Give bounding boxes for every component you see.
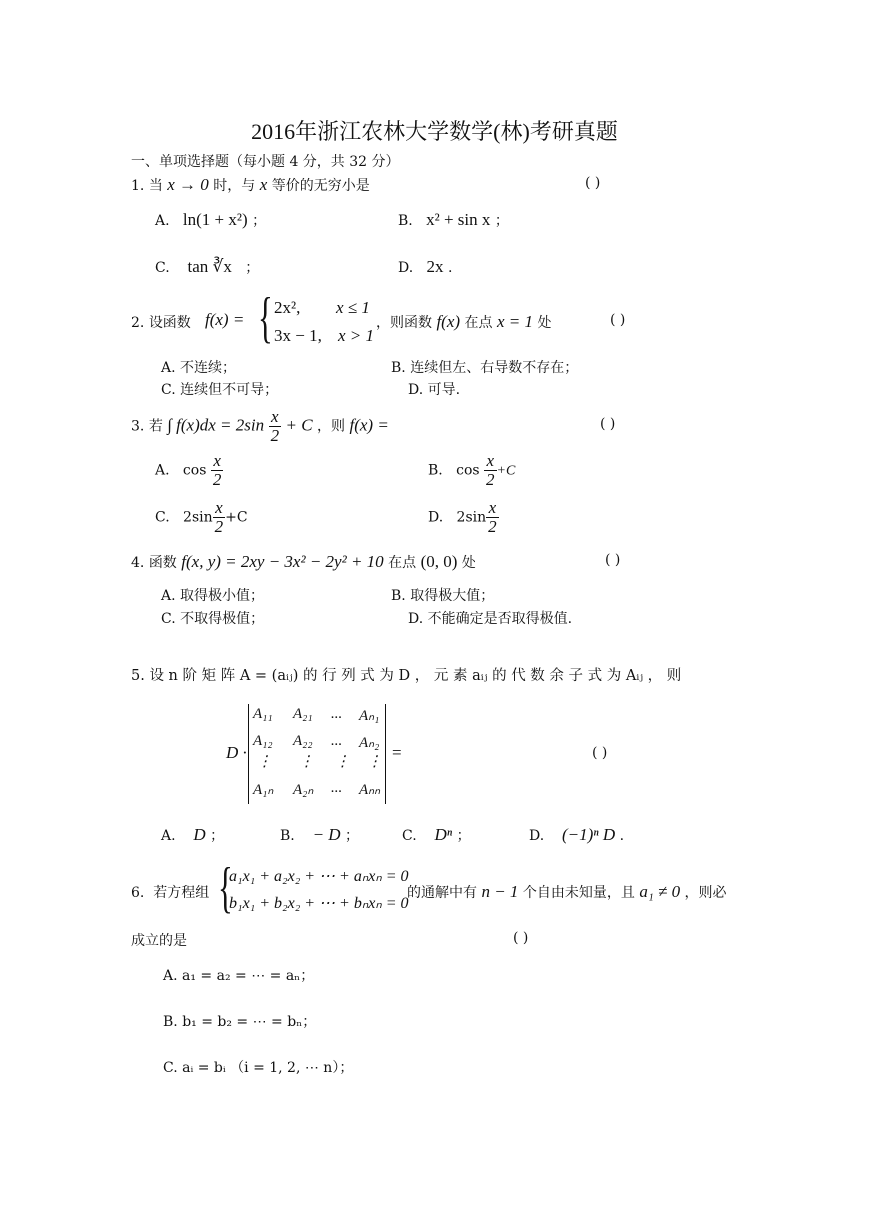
q1-text-3: 等价的无穷小是: [271, 178, 370, 194]
q2-fx: f(x): [436, 312, 461, 331]
q2-option-a: A. 不连续；: [161, 360, 237, 376]
q3-text-1: 若: [148, 418, 163, 435]
q3-option-c-fn: 2sin: [183, 509, 213, 526]
q3-a-frac-num: x: [211, 452, 224, 471]
q1-expr-2: x: [259, 175, 268, 194]
det-cell: ⋮: [257, 754, 272, 770]
q5-option-c: [402, 825, 471, 845]
q2-brace: {: [258, 287, 273, 349]
q1-option-d-tail: .: [448, 260, 453, 276]
q2-lhs: f(x) =: [205, 310, 245, 329]
q3-d-frac-den: 2: [488, 516, 497, 536]
q2-text-3: 在点: [464, 315, 493, 331]
q4-text-2: 在点: [388, 555, 417, 571]
q2-text-2: ，则函数: [376, 315, 432, 331]
q1-option-a-label: A.: [155, 213, 170, 229]
q3-option-b-frac: [484, 452, 497, 489]
q1-option-b-tail: ；: [494, 213, 509, 229]
q1-option-d-expr: 2x: [426, 257, 444, 276]
q2-option-b: B. 连续但左、右导数不存在；: [391, 360, 579, 376]
answer-paren: ( ): [610, 312, 626, 328]
q3-number: 3.: [131, 418, 145, 435]
q5-option-d-label: D.: [529, 828, 545, 844]
question-1: [131, 175, 370, 195]
det-cell: Aₙ₂: [359, 735, 380, 751]
q3-option-d-label: D.: [428, 509, 444, 526]
q5-determinant: [248, 704, 386, 804]
q5-option-d-tail: .: [619, 828, 625, 844]
q3-a-frac-den: 2: [212, 469, 222, 489]
q2-option-d: D. 可导.: [408, 382, 461, 398]
q6-text-1: 若方程组: [153, 885, 210, 901]
q2-cond-2: x > 1: [338, 326, 375, 345]
q3-result: f(x) =: [349, 415, 389, 435]
q6-cond: a₁ ≠ 0: [639, 882, 681, 901]
q6-text-4: ，则必: [684, 885, 727, 901]
q2-text-rest: [376, 312, 551, 332]
q3-option-c-frac: [213, 499, 226, 536]
q4-point: (0, 0): [420, 552, 458, 571]
q5-option-b-label: B.: [280, 828, 295, 844]
q1-option-c-label: C.: [155, 260, 170, 276]
q2-text-1: 设函数: [148, 315, 191, 331]
q6-expr: n − 1: [481, 882, 519, 901]
q3-option-b-label: B.: [428, 462, 443, 479]
q1-option-d-label: D.: [398, 260, 414, 276]
q3-c-frac-den: 2: [214, 516, 224, 536]
q3-option-a-label: A.: [155, 462, 170, 479]
page-title: 2016年浙江农林大学数学(林)考研真题: [251, 119, 618, 144]
q3-d-frac-num: x: [486, 499, 499, 518]
q4-option-d: D. 不能确定是否取得极值.: [408, 611, 573, 627]
q1-option-a: [155, 210, 266, 230]
q1-option-d: [398, 257, 452, 277]
det-cell: A₁₂: [253, 733, 273, 749]
q6-option-c: C. aᵢ = bᵢ （i = 1, 2, ⋯ n）；: [163, 1060, 354, 1076]
q1-option-b-label: B.: [398, 213, 413, 229]
q5-option-a: [161, 825, 224, 845]
answer-paren: ( ): [592, 745, 608, 761]
q5-option-d-expr: (−1)ⁿ D: [562, 825, 616, 844]
section-heading: 一、单项选择题（每小题 4 分，共 32 分）: [131, 154, 400, 170]
q1-text-1: 当: [148, 178, 163, 194]
q3-option-c-label: C.: [155, 509, 170, 526]
q2-number-and-text: [131, 312, 191, 332]
q3-option-c: [155, 499, 248, 536]
q1-number: 1.: [131, 178, 145, 194]
q1-option-a-tail: ；: [252, 213, 267, 229]
q3-option-b-tail: +C: [496, 463, 516, 479]
det-cell: A₁₁: [253, 706, 273, 722]
det-cell: A₂₁: [293, 706, 313, 722]
q3-option-a-fn: cos: [182, 462, 207, 479]
q3-frac-den: 2: [270, 425, 280, 445]
det-cell: ⋮: [335, 754, 350, 770]
q4-expr: f(x, y) = 2xy − 3x² − 2y² + 10: [181, 552, 384, 571]
q6-option-a: A. a₁ = a₂ = ⋯ = aₙ；: [163, 968, 315, 984]
q1-option-c: [155, 257, 259, 277]
q6-equation-2: b₁x₁ + b₂x₂ + ⋯ + bₙxₙ = 0: [229, 895, 409, 912]
q6-text-rest: [407, 882, 727, 902]
q2-case-2: 3x − 1,: [274, 326, 322, 345]
q3-option-d-fn: 2sin: [456, 509, 487, 526]
q3-text-2: ，则: [317, 418, 346, 435]
q3-b-frac-den: 2: [486, 469, 495, 489]
q6-line-2: 成立的是: [131, 933, 187, 949]
q3-option-c-tail: +C: [225, 509, 248, 526]
q6-text-2: 的通解中有: [407, 885, 477, 901]
answer-paren: ( ): [605, 552, 621, 568]
answer-paren: ( ): [585, 175, 601, 191]
q4-text-3: 处: [461, 555, 476, 571]
q5-d-dot: D ·: [226, 743, 247, 762]
q4-number: 4.: [131, 555, 145, 571]
q3-c-frac-num: x: [213, 499, 226, 518]
q3-integral: ∫ f(x)dx = 2sin: [167, 415, 265, 435]
q1-expr-1: x → 0: [167, 175, 209, 194]
q1-option-c-expr: tan ∛x: [187, 257, 232, 276]
q5-option-a-tail: ；: [210, 828, 225, 844]
det-cell: ...: [331, 706, 343, 722]
q3-option-b: [428, 452, 515, 489]
det-cell: ⋮: [299, 754, 314, 770]
q5-option-d: [529, 825, 624, 845]
q3-plus-c: + C: [285, 415, 313, 435]
q3-option-a: [155, 452, 223, 489]
q5-line: 5. 设 n 阶 矩 阵 A = (aᵢⱼ) 的 行 列 式 为 D ， 元 素 aᵢⱼ 的 代 数 余 子 式 为 Aᵢⱼ ， 则: [131, 668, 682, 684]
answer-paren: ( ): [600, 416, 616, 432]
q2-case-1: 2x²,: [274, 298, 301, 317]
q4-text-1: 函数: [148, 555, 177, 571]
q3-option-a-frac: [211, 452, 224, 489]
q2-cond-1: x ≤ 1: [336, 298, 370, 317]
q1-option-b: [398, 210, 509, 230]
q2-point: x = 1: [496, 312, 533, 331]
det-cell: ...: [331, 780, 343, 796]
q5-equals: =: [392, 743, 402, 762]
q4-option-a: A. 取得极小值；: [161, 588, 265, 604]
q5-option-c-expr: Dⁿ: [434, 825, 453, 844]
q6-equation-1: a₁x₁ + a₂x₂ + ⋯ + aₙxₙ = 0: [229, 868, 409, 885]
det-cell: A₂₂: [293, 733, 313, 749]
q6-text-3: 个自由未知量，且: [522, 885, 635, 901]
q5-option-c-label: C.: [402, 828, 417, 844]
q2-option-c: C. 连续但不可导；: [161, 382, 279, 398]
q3-option-d: [428, 499, 499, 536]
q2-text-4: 处: [537, 315, 552, 331]
q3-line: [131, 408, 389, 445]
q4-option-b: B. 取得极大值；: [391, 588, 495, 604]
q3-option-b-fn: cos: [456, 462, 480, 479]
answer-paren: ( ): [513, 930, 529, 946]
q6-intro: [131, 882, 209, 902]
q6-number: 6.: [131, 885, 145, 901]
q5-option-b-tail: ；: [345, 828, 360, 844]
q3-option-d-frac: [486, 499, 499, 536]
q6-option-b: B. b₁ = b₂ = ⋯ = bₙ；: [163, 1014, 317, 1030]
q5-option-a-label: A.: [161, 828, 176, 844]
q5-option-b-expr: − D: [312, 825, 341, 844]
q1-option-c-tail: ；: [245, 260, 260, 276]
q2-number: 2.: [131, 315, 145, 331]
q4-option-c: C. 不取得极值；: [161, 611, 265, 627]
q5-option-b: [280, 825, 359, 845]
q3-b-frac-num: x: [484, 452, 497, 471]
det-cell: Aₙₙ: [359, 782, 381, 798]
q1-text-2: 时，与: [213, 178, 256, 194]
q6-brace: {: [218, 857, 233, 919]
det-cell: Aₙ₁: [359, 708, 380, 724]
q5-option-c-tail: ；: [456, 828, 471, 844]
q3-fraction: [269, 408, 282, 445]
det-cell: ⋮: [367, 754, 382, 770]
det-cell: ...: [331, 733, 343, 749]
det-cell: A₁ₙ: [253, 782, 274, 798]
det-cell: A₂ₙ: [293, 782, 314, 798]
q5-option-a-expr: D: [193, 825, 206, 844]
q1-option-a-expr: ln(1 + x²): [182, 210, 248, 229]
q1-option-b-expr: x² + sin x: [426, 210, 491, 229]
q4-line: [131, 552, 476, 572]
q3-frac-num: x: [269, 408, 282, 427]
